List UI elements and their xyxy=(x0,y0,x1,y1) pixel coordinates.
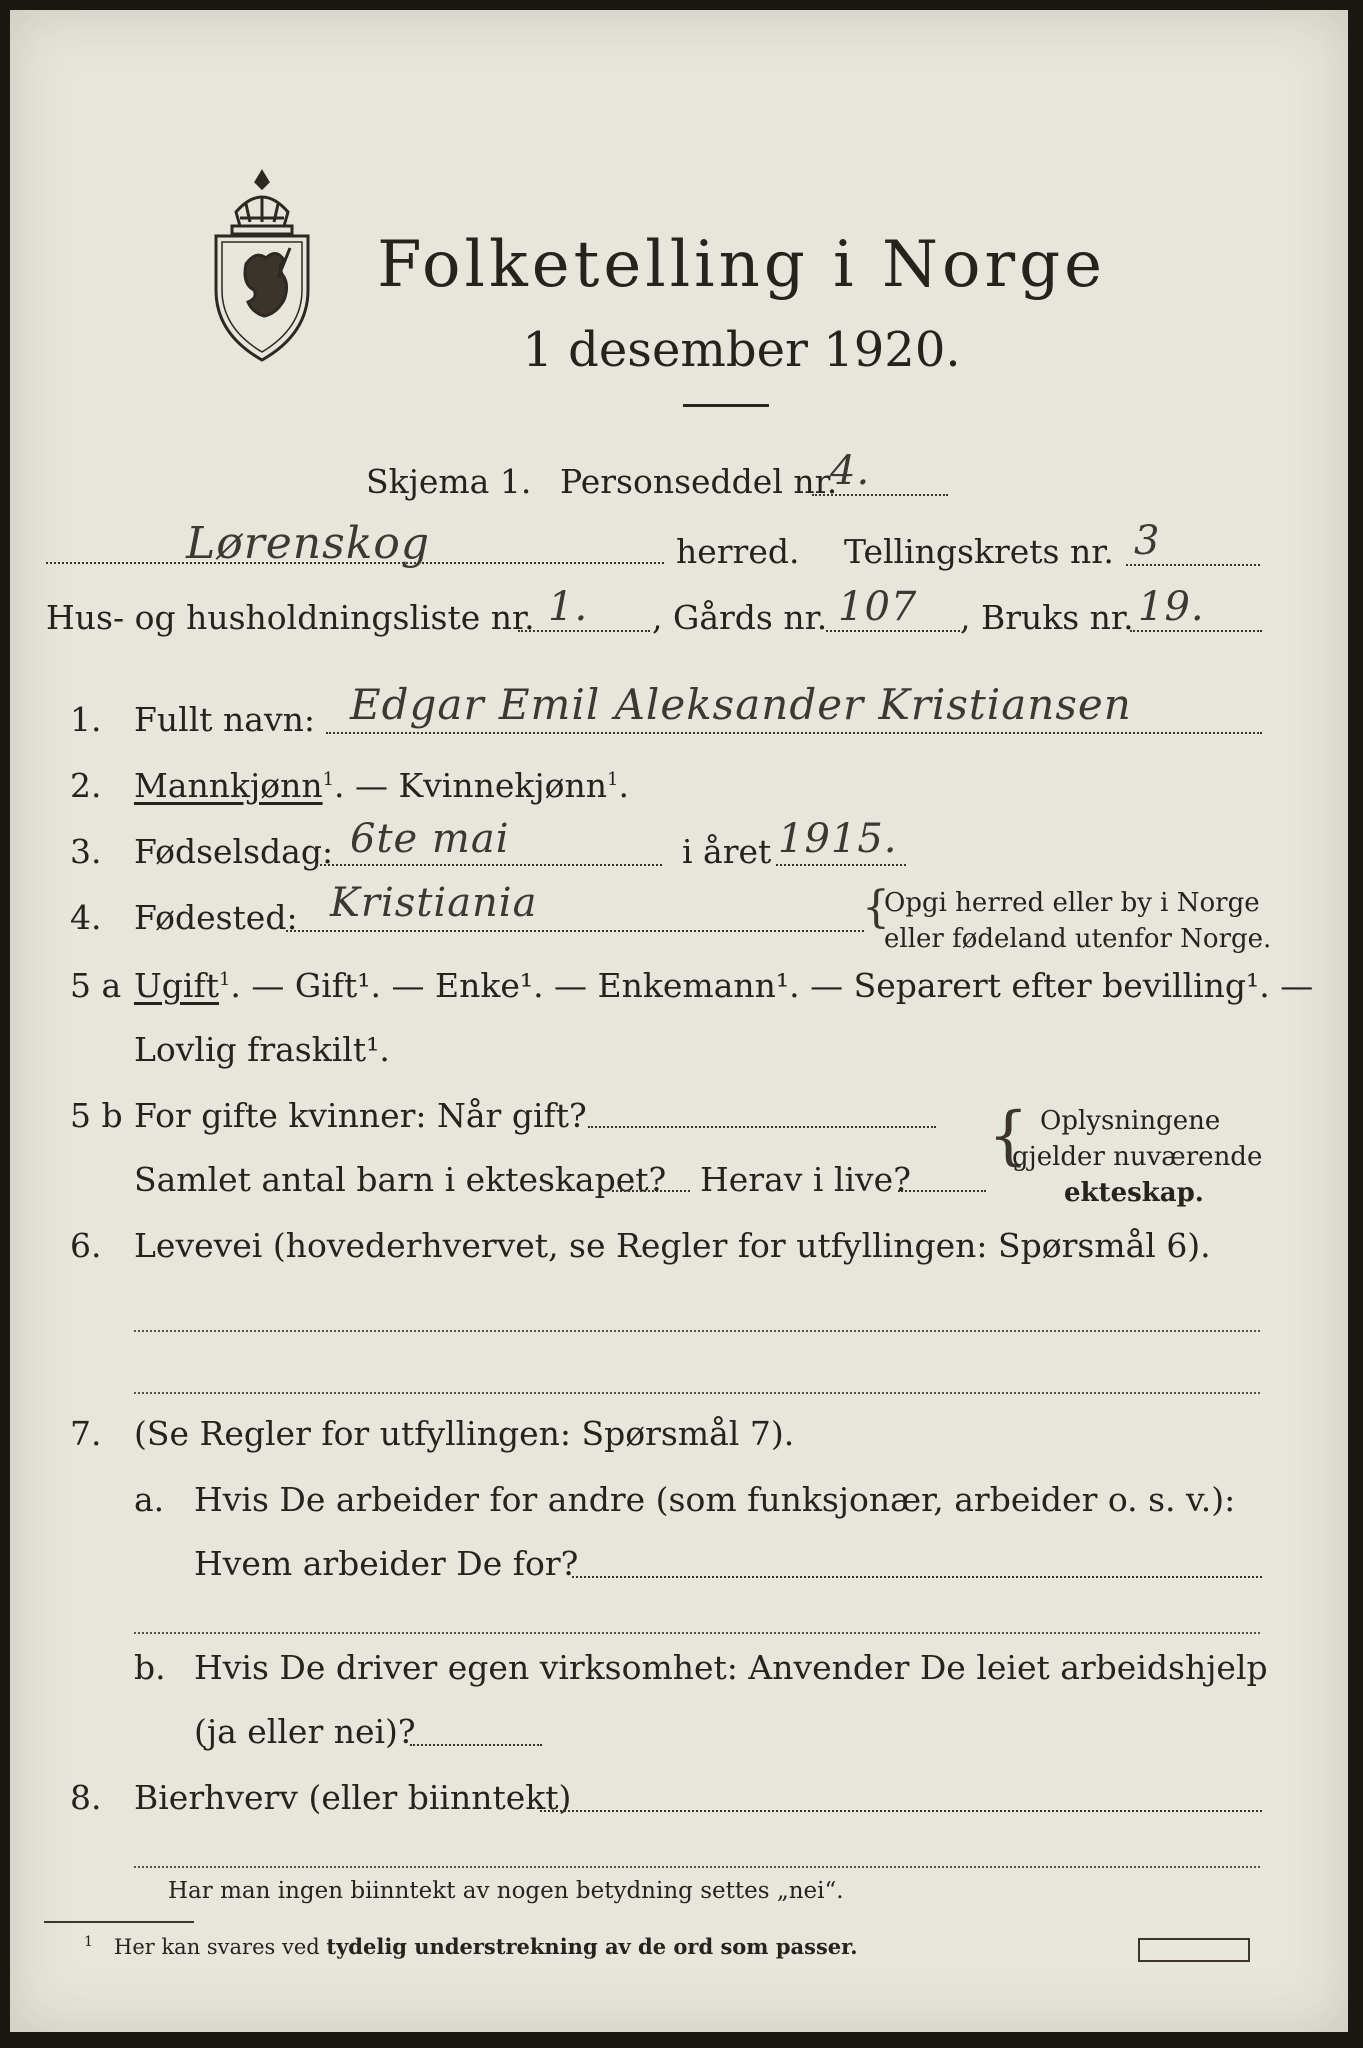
q5a-line2[interactable]: Lovlig fraskilt¹. xyxy=(134,1030,390,1069)
hus-value[interactable]: 1. xyxy=(548,584,589,630)
q2-number: 2. xyxy=(70,766,102,805)
footnote-divider xyxy=(44,1921,194,1923)
census-date: 1 desember 1920. xyxy=(522,322,961,378)
q5b-note-line1: Oplysningene xyxy=(1040,1106,1221,1136)
q4-line xyxy=(286,930,864,932)
gards-value[interactable]: 107 xyxy=(838,584,918,630)
q6-label: Levevei (hovederhvervet, se Regler for utfyllingen: Spørsmål 6). xyxy=(134,1226,1211,1265)
bruks-line xyxy=(1130,630,1262,632)
q4-label: Fødested: xyxy=(134,898,298,937)
q5b-brace: { xyxy=(988,1099,1029,1173)
q7a-number: a. xyxy=(134,1480,165,1519)
q5b-number: 5 b xyxy=(70,1096,123,1135)
q4-birthplace[interactable]: Kristiania xyxy=(330,880,538,926)
q3-label: Fødselsdag: xyxy=(134,832,334,871)
q5b-label-alive: Herav i live? xyxy=(700,1160,911,1199)
herred-value[interactable]: Lørenskog xyxy=(186,518,431,569)
q5b-label-children: Samlet antal barn i ekteskapet? xyxy=(134,1160,667,1199)
q5b-note-line3: ekteskap. xyxy=(1064,1178,1204,1208)
q8-answer-line[interactable] xyxy=(540,1810,1262,1812)
q7b-label2: (ja eller nei)? xyxy=(194,1712,416,1751)
q3-line xyxy=(316,864,662,866)
bruks-label: , Bruks nr. xyxy=(960,598,1134,637)
q5b-note-line2: gjelder nuværende xyxy=(1012,1142,1263,1172)
q2-kvinne-option[interactable]: Kvinnekjønn xyxy=(398,766,608,805)
q7-label: (Se Regler for utfyllingen: Spørsmål 7). xyxy=(134,1414,795,1453)
bruks-value[interactable]: 19. xyxy=(1138,584,1205,630)
q4-note-line1: Opgi herred eller by i Norge xyxy=(884,888,1260,918)
personseddel-line xyxy=(812,494,948,496)
q3-number: 3. xyxy=(70,832,102,871)
hus-label: Hus- og husholdningsliste nr. xyxy=(46,598,535,637)
q4-note-line2: eller fødeland utenfor Norge. xyxy=(884,924,1272,954)
q1-number: 1. xyxy=(70,700,102,739)
skjema-label: Skjema 1. xyxy=(366,462,532,501)
q5b-label-married: For gifte kvinner: Når gift? xyxy=(134,1096,587,1135)
footnote-number: 1 xyxy=(84,1934,93,1950)
q7b-number: b. xyxy=(134,1648,166,1687)
q7a-answer-line[interactable] xyxy=(572,1576,1262,1578)
q5a-ugift-option[interactable]: Ugift xyxy=(134,966,219,1005)
q3-year-line xyxy=(776,864,906,866)
gards-line xyxy=(826,630,960,632)
q1-label: Fullt navn: xyxy=(134,700,315,739)
q8-label: Bierhverv (eller biinntekt) xyxy=(134,1778,572,1817)
q8-answer-line2[interactable] xyxy=(134,1866,1260,1868)
personseddel-label: Personseddel nr. xyxy=(560,462,838,501)
personseddel-value[interactable]: 4. xyxy=(830,448,871,494)
q7-number: 7. xyxy=(70,1414,102,1453)
q5a-number: 5 a xyxy=(70,966,122,1005)
q2-mann-option[interactable]: Mannkjønn xyxy=(134,766,323,805)
q6-answer-line1[interactable] xyxy=(134,1330,1260,1332)
biinntekt-note: Har man ingen biinntekt av nogen betydning settes „nei“. xyxy=(168,1878,844,1904)
q5a-options: Ugift$^1$. — Gift¹. — Enke¹. — Enkemann¹. — Separert efter bevilling¹. — xyxy=(134,966,1314,1005)
q1-line xyxy=(326,732,1262,734)
q3-birthday[interactable]: 6te mai xyxy=(350,816,510,862)
q1-full-name[interactable]: Edgar Emil Aleksander Kristiansen xyxy=(350,680,1132,729)
q7b-answer-line[interactable] xyxy=(410,1744,542,1746)
q7a-label2: Hvem arbeider De for? xyxy=(194,1544,579,1583)
q4-number: 4. xyxy=(70,898,102,937)
tellingskrets-line xyxy=(1126,564,1260,566)
q6-answer-line2[interactable] xyxy=(134,1392,1260,1394)
gards-label: , Gårds nr. xyxy=(652,598,828,637)
hus-line xyxy=(518,630,650,632)
footnote-text: Her kan svares ved tydelig understrekning av de ord som passer. xyxy=(114,1934,858,1959)
q7b-label1: Hvis De driver egen virksomhet: Anvender De leiet arbeidshjelp xyxy=(194,1648,1268,1687)
title-divider xyxy=(683,404,769,407)
q5b-children-line xyxy=(612,1190,690,1192)
herred-label: herred. xyxy=(676,532,800,571)
q7a-label1: Hvis De arbeider for andre (som funksjonær, arbeider o. s. v.): xyxy=(194,1480,1236,1519)
q6-number: 6. xyxy=(70,1226,102,1265)
q4-brace: { xyxy=(862,882,890,933)
q8-number: 8. xyxy=(70,1778,102,1817)
printer-stamp xyxy=(1138,1938,1250,1962)
q5b-alive-line xyxy=(898,1190,986,1192)
page-title: Folketelling i Norge xyxy=(377,228,1106,302)
q3-year-label: i året xyxy=(682,832,772,871)
q7a-answer-line2[interactable] xyxy=(134,1632,1260,1634)
q5b-married-line xyxy=(588,1126,936,1128)
q3-birth-year[interactable]: 1915. xyxy=(778,816,898,862)
q2-options: Mannkjønn$^1$. — Kvinnekjønn$^1$. xyxy=(134,766,629,805)
tellingskrets-value[interactable]: 3 xyxy=(1134,518,1161,564)
tellingskrets-label: Tellingskrets nr. xyxy=(844,532,1114,571)
